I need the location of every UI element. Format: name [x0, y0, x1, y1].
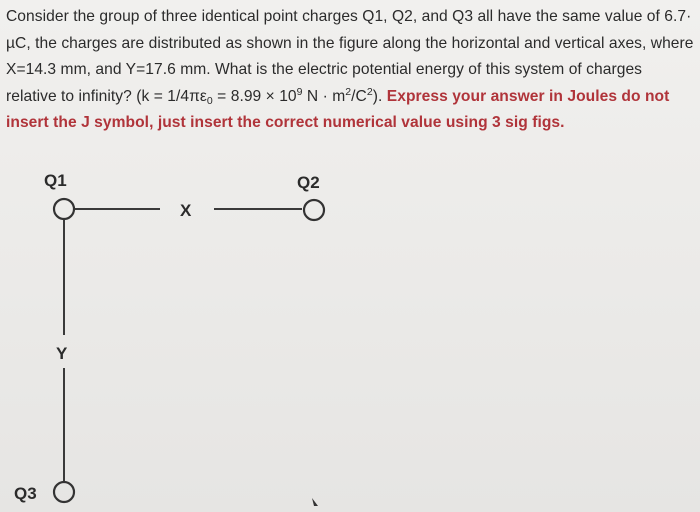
- problem-line-3: X=14.3 mm, and Y=17.6 mm. What is the electric potential energy of this system of charges: [6, 61, 643, 78]
- epsilon-subscript: 0: [206, 94, 213, 107]
- charge-q3-marker: [54, 482, 74, 502]
- constant-prefix: relative to infinity? (k = 1/4πε: [6, 87, 207, 105]
- constant-unit-newton: N · m: [302, 87, 346, 105]
- answer-instruction-part-2: insert the J symbol, just insert the correct numerical value using 3 sig figs.: [6, 114, 565, 131]
- answer-instruction-part-1: Express your answer in Joules do not: [386, 87, 670, 105]
- y-distance-label: Y: [56, 344, 68, 363]
- exponent-nine: 9: [296, 85, 303, 98]
- constant-value: = 8.99 × 10: [212, 87, 297, 105]
- q1-label: Q1: [44, 171, 67, 190]
- exponent-coulomb-squared: 2: [366, 85, 373, 98]
- constant-suffix: ).: [372, 87, 383, 105]
- charge-q1-marker: [54, 199, 74, 219]
- problem-line-1: Consider the group of three identical point charges Q1, Q2, and Q3 all have the same value of 6.7·: [6, 8, 692, 25]
- mouse-cursor-icon: [312, 498, 318, 506]
- exponent-meter-squared: 2: [345, 85, 352, 98]
- charge-q2-marker: [304, 200, 324, 220]
- problem-line-2: µC, the charges are distributed as shown in the figure along the horizontal and vertical axes, where: [6, 34, 694, 52]
- x-distance-label: X: [180, 201, 192, 220]
- constant-unit-coulomb: /C: [351, 87, 367, 105]
- q3-label: Q3: [14, 484, 37, 503]
- q2-label: Q2: [297, 173, 320, 192]
